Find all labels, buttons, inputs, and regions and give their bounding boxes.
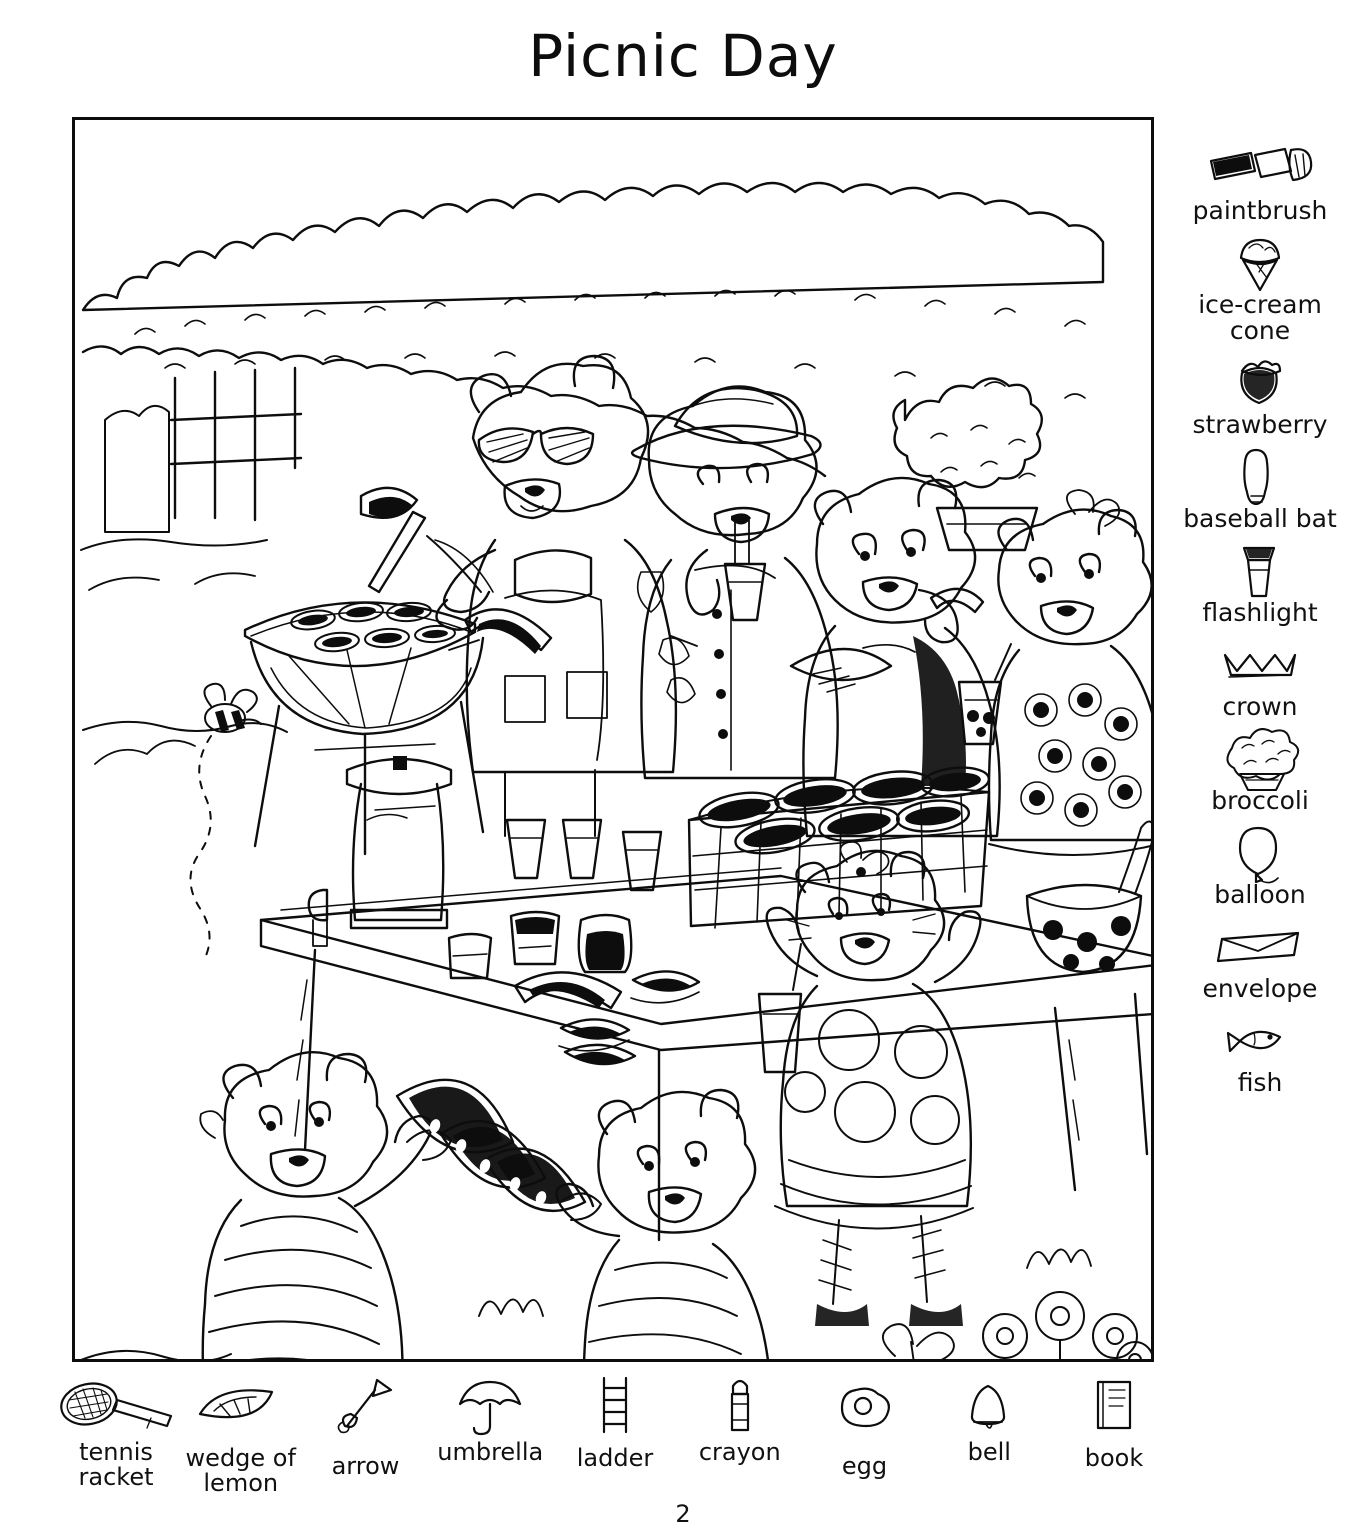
hidden-objects-list-bottom	[60, 1372, 1170, 1496]
bell-icon	[962, 1372, 1016, 1436]
hidden-object-paintbrush	[1160, 140, 1360, 224]
hidden-object-label: fish	[1237, 1068, 1283, 1097]
fish-icon	[1220, 1012, 1300, 1070]
hidden-object-bell	[933, 1372, 1045, 1465]
hidden-object-label: baseball bat	[1183, 504, 1337, 533]
hidden-object-broccoli	[1160, 730, 1360, 814]
hidden-object-label: wedge of lemon	[185, 1444, 296, 1498]
hidden-object-label: egg	[841, 1452, 888, 1480]
hidden-object-umbrella	[434, 1372, 546, 1465]
page-title: Picnic Day	[528, 22, 838, 90]
hidden-object-baseball-bat	[1160, 448, 1360, 532]
scene-drawing	[75, 120, 1151, 1359]
hidden-object-balloon	[1160, 824, 1360, 908]
hidden-object-label: arrow	[331, 1452, 400, 1480]
baseball-bat-icon	[1238, 448, 1282, 506]
hidden-object-label: bell	[967, 1438, 1011, 1466]
broccoli-icon	[1210, 730, 1310, 788]
balloon-icon	[1232, 824, 1288, 882]
hidden-object-ice-cream-cone	[1160, 234, 1360, 344]
hidden-objects-list-right	[1160, 140, 1360, 1106]
strawberry-icon	[1230, 354, 1290, 412]
egg-icon	[832, 1372, 898, 1436]
hidden-object-tennis-racket	[60, 1372, 172, 1490]
hidden-object-egg	[809, 1372, 921, 1479]
hidden-object-label: flashlight	[1202, 598, 1318, 627]
hidden-object-label: broccoli	[1211, 786, 1309, 815]
paintbrush-icon	[1205, 140, 1315, 198]
hidden-object-label: umbrella	[437, 1438, 544, 1466]
hidden-object-lemon-wedge	[185, 1372, 297, 1496]
book-icon	[1086, 1372, 1142, 1436]
hidden-object-label: tennis racket	[78, 1438, 154, 1492]
hidden-object-label: paintbrush	[1192, 196, 1328, 225]
hidden-object-book	[1058, 1372, 1170, 1471]
hidden-object-label: ladder	[576, 1444, 654, 1472]
hidden-object-label: ice-cream cone	[1198, 290, 1322, 345]
hidden-object-flashlight	[1160, 542, 1360, 626]
tennis-racket-icon	[51, 1372, 181, 1436]
page-number: 2	[675, 1500, 691, 1528]
hidden-object-crayon	[684, 1372, 796, 1465]
hidden-object-arrow	[310, 1372, 422, 1479]
hidden-object-fish	[1160, 1012, 1360, 1096]
hidden-object-label: book	[1084, 1444, 1144, 1472]
hidden-object-ladder	[559, 1372, 671, 1471]
crayon-icon	[717, 1372, 763, 1436]
ice-cream-cone-icon	[1225, 234, 1295, 292]
hidden-object-crown	[1160, 636, 1360, 720]
arrow-icon	[331, 1372, 401, 1436]
hidden-object-envelope	[1160, 918, 1360, 1002]
lemon-wedge-icon	[186, 1372, 296, 1436]
umbrella-icon	[450, 1372, 530, 1436]
ladder-icon	[588, 1372, 642, 1436]
hidden-object-label: crayon	[698, 1438, 781, 1466]
hidden-object-strawberry	[1160, 354, 1360, 438]
flashlight-icon	[1234, 542, 1286, 600]
hidden-object-label: envelope	[1202, 974, 1318, 1003]
hidden-object-label: strawberry	[1192, 410, 1328, 439]
crown-icon	[1217, 636, 1303, 694]
hidden-object-label: balloon	[1214, 880, 1306, 909]
envelope-icon	[1214, 918, 1306, 976]
scene-illustration	[72, 117, 1154, 1362]
hidden-object-label: crown	[1222, 692, 1298, 721]
